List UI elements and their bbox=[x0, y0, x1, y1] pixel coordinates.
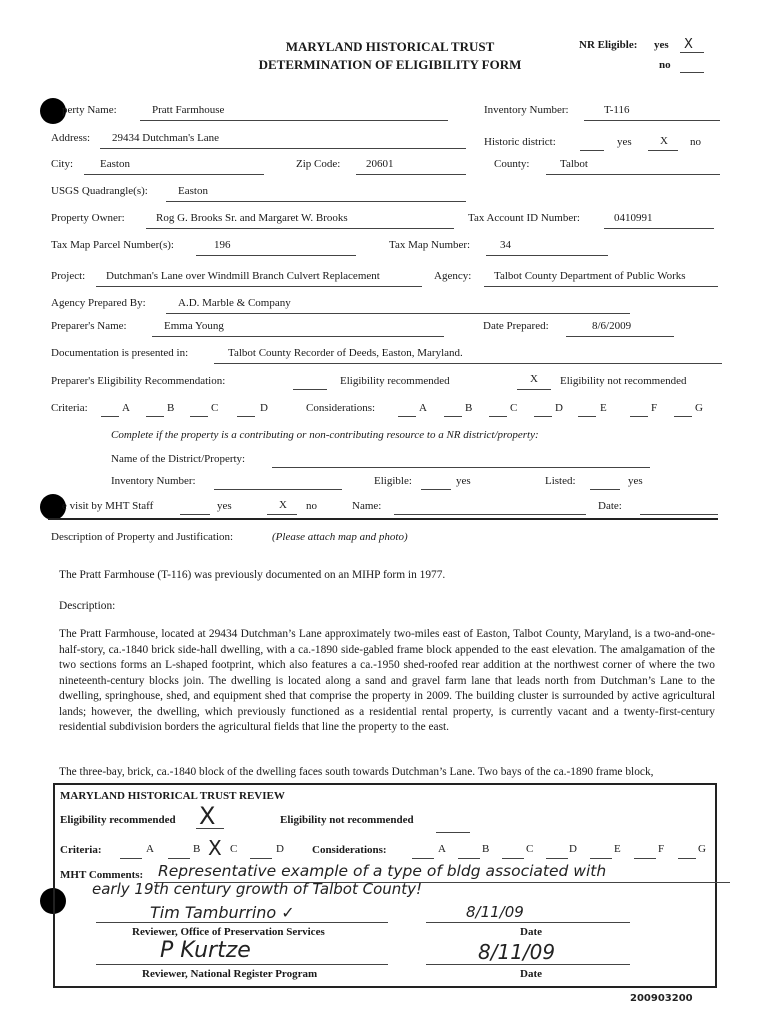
considerations-label: Considerations: bbox=[306, 402, 376, 414]
district-listed-label: Listed: bbox=[545, 475, 576, 487]
reviewer1-date: 8/11/09 bbox=[466, 903, 524, 921]
agency-value: Talbot County Department of Public Works bbox=[494, 270, 686, 282]
district-instruction: Complete if the property is a contributing or non-contributing resource to a NR district/property: bbox=[111, 429, 539, 441]
tax-parcel-label: Tax Map Parcel Number(s): bbox=[51, 239, 174, 251]
inventory-number-value: T-116 bbox=[604, 104, 630, 116]
site-visit-name-label: Name: bbox=[352, 500, 382, 512]
reviewer2-label: Reviewer, National Register Program bbox=[142, 968, 318, 980]
reviewer2-signature: P Kurtze bbox=[160, 938, 251, 963]
county-label: County: bbox=[494, 158, 530, 170]
review-considerations-label: Considerations: bbox=[312, 844, 387, 856]
property-name-label: perty Name: bbox=[62, 104, 117, 116]
address-value: 29434 Dutchman's Lane bbox=[112, 132, 220, 144]
review-consideration-a: A bbox=[438, 843, 446, 855]
district-listed-yes: yes bbox=[628, 475, 643, 487]
site-visit-date-label: Date: bbox=[598, 500, 622, 512]
zip-code-label: Zip Code: bbox=[296, 158, 341, 170]
review-criteria-a: A bbox=[146, 843, 154, 855]
county-value: Talbot bbox=[560, 158, 588, 170]
consideration-g: G bbox=[695, 402, 703, 414]
property-owner-label: Property Owner: bbox=[51, 212, 125, 224]
agency-label: Agency: bbox=[434, 270, 472, 282]
nr-eligible-yes: yes bbox=[654, 39, 669, 51]
criteria-label: Criteria: bbox=[51, 402, 88, 414]
review-comments-label: MHT Comments: bbox=[60, 869, 144, 881]
city-label: City: bbox=[51, 158, 74, 170]
nr-eligible-label: NR Eligible: bbox=[579, 39, 638, 51]
eligibility-not-recommended-mark: X bbox=[530, 373, 538, 385]
property-name-value: Pratt Farmhouse bbox=[152, 104, 225, 116]
form-title-line1: MARYLAND HISTORICAL TRUST bbox=[285, 39, 495, 54]
date-prepared-label: Date Prepared: bbox=[483, 320, 549, 332]
review-title: MARYLAND HISTORICAL TRUST REVIEW bbox=[60, 790, 285, 802]
review-criteria-c: C bbox=[230, 843, 238, 855]
agency-prepared-value: A.D. Marble & Company bbox=[178, 297, 291, 309]
district-eligible-yes: yes bbox=[456, 475, 471, 487]
consideration-d: D bbox=[555, 402, 563, 414]
review-consideration-d: D bbox=[569, 843, 577, 855]
review-comments-line2: early 19th century growth of Talbot County! bbox=[92, 880, 423, 898]
tax-account-value: 0410991 bbox=[614, 212, 653, 224]
criteria-b: B bbox=[167, 402, 175, 414]
zip-code-value: 20601 bbox=[366, 158, 394, 170]
project-label: Project: bbox=[51, 270, 86, 282]
consideration-f: F bbox=[651, 402, 658, 414]
preparer-recommendation-label: Preparer's Eligibility Recommendation: bbox=[51, 375, 226, 387]
criteria-a: A bbox=[122, 402, 130, 414]
district-name-label: Name of the District/Property: bbox=[111, 453, 246, 465]
document-stamp-number: 200903200 bbox=[630, 993, 693, 1004]
review-not-recommended-label: Eligibility not recommended bbox=[280, 814, 414, 826]
review-criteria-mark: X bbox=[208, 836, 222, 860]
site-visit-no: no bbox=[306, 500, 317, 512]
eligibility-not-recommended-option: Eligibility not recommended bbox=[560, 375, 687, 387]
tax-map-label: Tax Map Number: bbox=[389, 239, 471, 251]
previous-documentation-text: The Pratt Farmhouse (T-116) was previously documented on an MIHP form in 1977. bbox=[59, 569, 446, 581]
reviewer2-date-label: Date bbox=[520, 968, 542, 980]
documentation-label: Documentation is presented in: bbox=[51, 347, 189, 359]
review-consideration-b: B bbox=[482, 843, 490, 855]
eligibility-recommended-option: Eligibility recommended bbox=[340, 375, 450, 387]
preparer-name-value: Emma Young bbox=[164, 320, 224, 332]
review-criteria-d: D bbox=[276, 843, 284, 855]
district-eligible-label: Eligible: bbox=[374, 475, 412, 487]
review-comments-line1: Representative example of a type of bldg associated with bbox=[158, 862, 607, 880]
review-consideration-g: G bbox=[698, 843, 706, 855]
reviewer1-label: Reviewer, Office of Preservation Services bbox=[132, 926, 325, 938]
historic-district-no: no bbox=[690, 136, 701, 148]
description-heading: Description: bbox=[59, 600, 116, 612]
site-visit-mark: X bbox=[279, 499, 287, 511]
reviewer1-signature: Tim Tamburrino ✓ bbox=[150, 903, 295, 922]
agency-prepared-label: Agency Prepared By: bbox=[51, 297, 146, 309]
inventory-number-label: Inventory Number: bbox=[484, 104, 569, 116]
review-criteria-label: Criteria: bbox=[60, 844, 102, 856]
consideration-e: E bbox=[600, 402, 607, 414]
usgs-quadrangle-value: Easton bbox=[178, 185, 208, 197]
address-label: Address: bbox=[51, 132, 91, 144]
site-visit-label: e visit by MHT Staff bbox=[62, 500, 154, 512]
historic-district-mark: X bbox=[660, 135, 668, 147]
tax-map-value: 34 bbox=[500, 239, 511, 251]
preparer-name-label: Preparer's Name: bbox=[51, 320, 127, 332]
date-prepared-value: 8/6/2009 bbox=[592, 320, 632, 332]
reviewer2-date: 8/11/09 bbox=[478, 940, 556, 964]
district-inventory-label: Inventory Number: bbox=[111, 475, 196, 487]
description-paragraph-2: The three-bay, brick, ca.-1840 block of the dwelling faces south towards Dutchman’s Lane. Two bays of the ca.-1890 frame block, bbox=[59, 766, 654, 778]
review-eligibility-recommended-label: Eligibility recommended bbox=[60, 814, 176, 826]
description-note: (Please attach map and photo) bbox=[272, 531, 408, 543]
consideration-b: B bbox=[465, 402, 473, 414]
criteria-c: C bbox=[211, 402, 219, 414]
city-value: Easton bbox=[100, 158, 130, 170]
documentation-value: Talbot County Recorder of Deeds, Easton, Maryland. bbox=[228, 347, 463, 359]
tax-parcel-value: 196 bbox=[214, 239, 231, 251]
historic-district-label: Historic district: bbox=[484, 136, 556, 148]
criteria-d: D bbox=[260, 402, 268, 414]
review-eligibility-mark: X bbox=[199, 802, 216, 830]
description-label: Description of Property and Justification: bbox=[51, 531, 234, 543]
nr-eligible-no: no bbox=[659, 59, 671, 71]
reviewer1-date-label: Date bbox=[520, 926, 542, 938]
review-consideration-e: E bbox=[614, 843, 621, 855]
usgs-quadrangle-label: USGS Quadrangle(s): bbox=[51, 185, 148, 197]
review-consideration-c: C bbox=[526, 843, 534, 855]
property-owner-value: Rog G. Brooks Sr. and Margaret W. Brooks bbox=[156, 212, 348, 224]
review-consideration-f: F bbox=[658, 843, 665, 855]
review-criteria-b: B bbox=[193, 843, 201, 855]
site-visit-yes: yes bbox=[217, 500, 232, 512]
form-title-line2: DETERMINATION OF ELIGIBILITY FORM bbox=[258, 57, 522, 72]
tax-account-label: Tax Account ID Number: bbox=[468, 212, 580, 224]
consideration-a: A bbox=[419, 402, 427, 414]
project-value: Dutchman's Lane over Windmill Branch Culvert Replacement bbox=[106, 270, 380, 282]
nr-eligible-yes-mark: X bbox=[684, 37, 693, 52]
consideration-c: C bbox=[510, 402, 518, 414]
description-paragraph-1: The Pratt Farmhouse, located at 29434 Dutchman’s Lane approximately two-miles east of Easton, Talbot County, Maryland, is a two-and-one-half-story, ca.-1840 brick side-hall dwelling, with a ca.-1890 side-gabled frame block appended to the east elevation. The amalgamation of the two sections forms an L-shaped footprint, which also features a ca.-1950 shed-roofed rear addition at the northwest corner of where the two nineteenth-century blocks join. The dwelling is located along a sand and gravel farm lane that leads north from Dutchman’s Lane to the dwelling, springhouse, shed, and equipment shed that comprise the property in 2009. The building cluster is surrounded by active agricultural lands; however, the dwelling, which previously functioned as a residential rental property, is currently vacant and a twenty-first-century residential subdivision borders the agricultural fields that line the property to the east. bbox=[59, 628, 715, 733]
historic-district-yes: yes bbox=[617, 136, 632, 148]
